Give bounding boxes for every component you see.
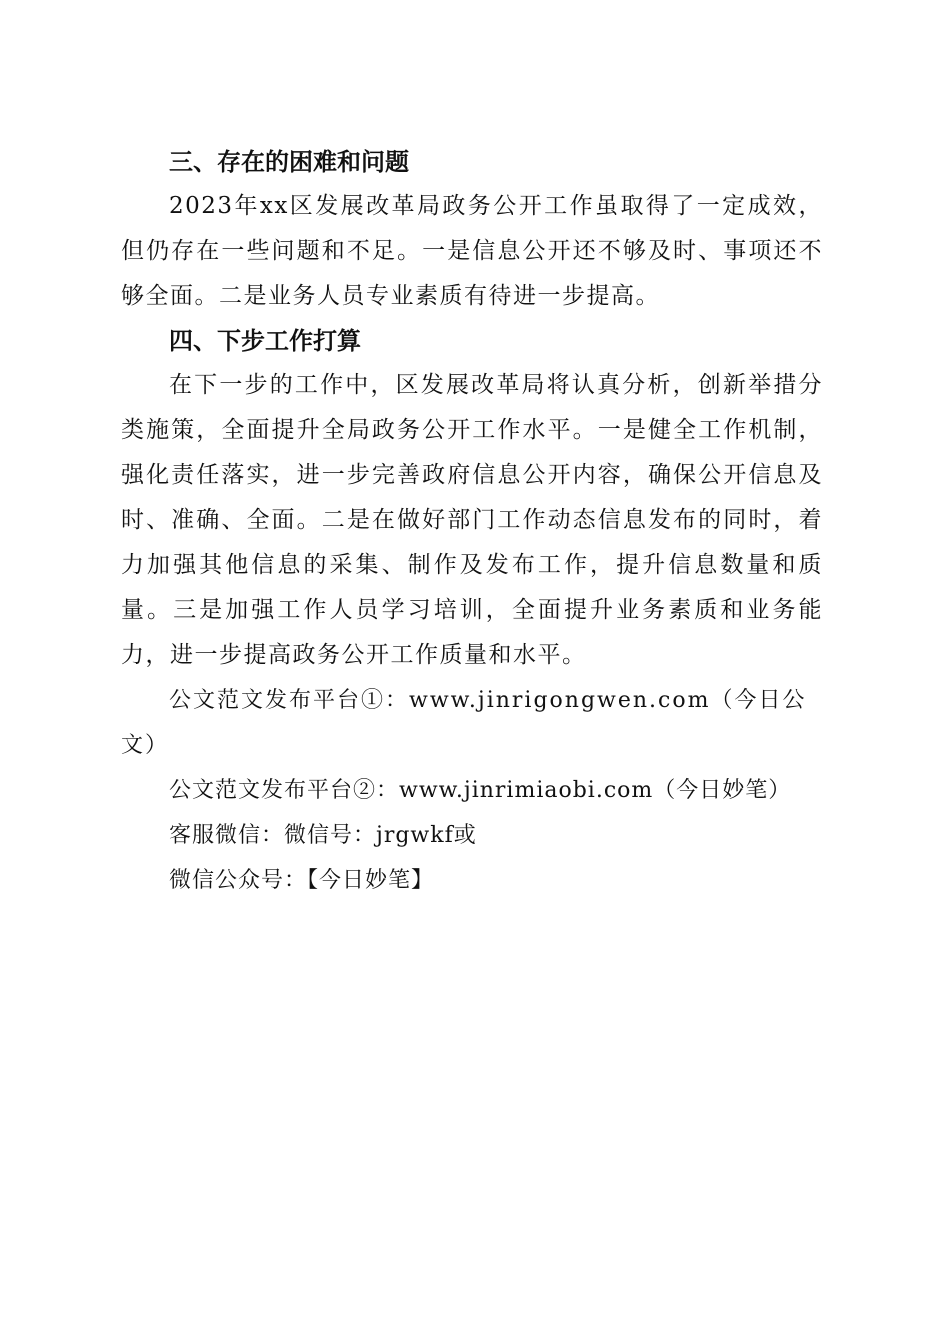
official-account-line: 微信公众号：【今日妙笔】 <box>169 868 435 893</box>
document-page <box>121 140 823 903</box>
section-difficulties <box>121 140 823 319</box>
customer-service-line: 客服微信：微信号：jrgwkf或 <box>169 823 477 848</box>
section-paragraph: 在下一步的工作中，区发展改革局将认真分析，创新举措分类施策，全面提升全局政务公开工作水平。一是健全工作机制，强化责任落实，进一步完善政府信息公开内容，确保公开信息及时、准确、全面。二是在做好部门工作动态信息发布的同时，着力加强其他信息的采集、制作及发布工作，提升信息数量和质量。三是加强工作人员学习培训，全面提升业务素质和业务能力，进一步提高政务公开工作质量和水平。 <box>121 372 823 668</box>
section-next-steps <box>121 319 823 678</box>
section-heading: 四、下步工作打算 <box>169 327 361 355</box>
footer-info <box>121 678 823 903</box>
section-paragraph: 2023年xx区发展改革局政务公开工作虽取得了一定成效，但仍存在一些问题和不足。一是信息公开还不够及时、事项还不够全面。二是业务人员专业素质有待进一步提高。 <box>121 193 823 309</box>
platform-two-line: 公文范文发布平台②：www.jinrimiaobi.com（今日妙笔） <box>169 778 792 803</box>
platform-one-line: 公文范文发布平台①：www.jinrigongwen.com（今日公文） <box>121 688 807 758</box>
section-heading: 三、存在的困难和问题 <box>169 148 409 176</box>
